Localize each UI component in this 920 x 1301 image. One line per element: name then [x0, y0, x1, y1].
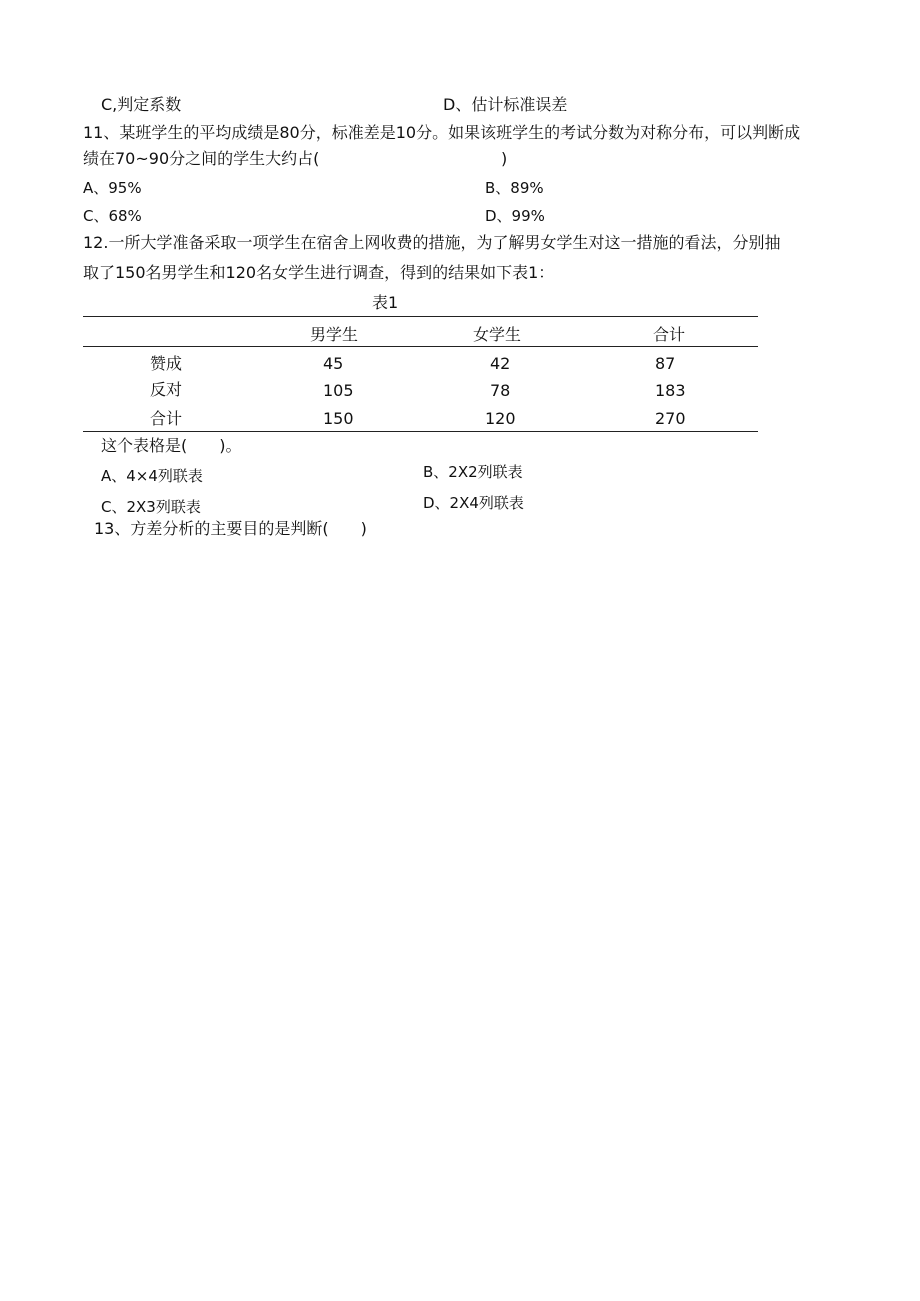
q10-option-d: D、估计标准误差: [443, 95, 568, 114]
table-header-female: 女学生: [473, 325, 522, 344]
q12-option-c: C、2X3列联表: [101, 498, 201, 516]
q11-stem-line1: 11、某班学生的平均成绩是80分，标准差是10分。如果该班学生的考试分数为对称分布，可以判断成: [83, 123, 801, 142]
table-cell: 87: [655, 354, 676, 373]
q11-option-b: B、89%: [485, 179, 544, 197]
table-caption: 表1: [372, 293, 399, 312]
table-cell: 78: [490, 381, 511, 400]
table-top-rule: [83, 316, 758, 317]
table-cell: 42: [490, 354, 511, 373]
q10-option-c: C,判定系数: [101, 95, 182, 114]
table-header-rule: [83, 346, 758, 347]
table-row-label: 赞成: [150, 354, 183, 373]
table-header-total: 合计: [653, 325, 686, 344]
q13-stem: 13、方差分析的主要目的是判断( ): [94, 519, 367, 538]
q12-question: 这个表格是( )。: [101, 436, 242, 455]
table-cell: 105: [323, 381, 354, 400]
table-cell: 120: [485, 409, 516, 428]
table-cell: 183: [655, 381, 686, 400]
table-header-male: 男学生: [310, 325, 359, 344]
q12-stem-line2: 取了150名男学生和120名女学生进行调查，得到的结果如下表1：: [83, 263, 555, 282]
q11-stem-close-paren: ): [501, 149, 508, 168]
table-bottom-rule: [83, 431, 758, 432]
q11-option-d: D、99%: [485, 207, 545, 225]
table-cell: 270: [655, 409, 686, 428]
q12-option-a: A、4×4列联表: [101, 467, 203, 485]
q12-option-b: B、2X2列联表: [423, 463, 523, 481]
table-cell: 45: [323, 354, 344, 373]
table-cell: 150: [323, 409, 354, 428]
table-row-label: 合计: [150, 409, 183, 428]
table-row-label: 反对: [150, 380, 183, 399]
q12-stem-line1: 12.一所大学准备采取一项学生在宿舍上网收费的措施，为了解男女学生对这一措施的看法，分别抽: [83, 233, 781, 252]
q11-option-c: C、68%: [83, 207, 142, 225]
q12-option-d: D、2X4列联表: [423, 494, 524, 512]
q11-stem-line2: 绩在70~90分之间的学生大约占(: [83, 149, 320, 168]
q11-option-a: A、95%: [83, 179, 142, 197]
